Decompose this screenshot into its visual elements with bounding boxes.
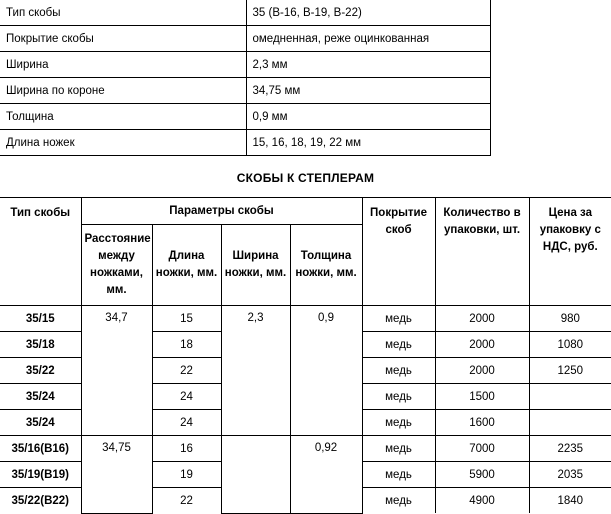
spec-label: Длина ножек bbox=[0, 130, 246, 156]
spec-value: 0,9 мм bbox=[246, 104, 490, 130]
header-distance: Расстояние между ножками, мм. bbox=[81, 225, 152, 306]
length-cell: 18 bbox=[152, 332, 221, 358]
thickness-cell: 0,9 bbox=[290, 306, 362, 436]
length-cell: 24 bbox=[152, 410, 221, 436]
width-cell: 2,3 bbox=[221, 306, 290, 436]
spec-row bbox=[0, 104, 490, 130]
type-cell: 35/18 bbox=[0, 332, 81, 358]
thickness-cell: 0,92 bbox=[290, 436, 362, 514]
coating-cell: медь bbox=[362, 384, 435, 410]
spec-label: Тип скобы bbox=[0, 0, 246, 26]
coating-cell: медь bbox=[362, 488, 435, 514]
price-cell: 2235 bbox=[529, 436, 611, 462]
spec-row bbox=[0, 130, 490, 156]
spec-label: Ширина bbox=[0, 52, 246, 78]
header-leg-length: Длина ножки, мм. bbox=[152, 225, 221, 306]
type-cell: 35/22 bbox=[0, 358, 81, 384]
width-cell-empty bbox=[221, 436, 290, 514]
distance-cell: 34,7 bbox=[81, 306, 152, 436]
table-row bbox=[0, 306, 611, 332]
price-cell: 1080 bbox=[529, 332, 611, 358]
header-quantity: Количество в упаковки, шт. bbox=[435, 198, 529, 306]
spec-row bbox=[0, 78, 490, 104]
spec-row bbox=[0, 52, 490, 78]
length-cell: 19 bbox=[152, 462, 221, 488]
spec-label: Толщина bbox=[0, 104, 246, 130]
spec-value: 2,3 мм bbox=[246, 52, 490, 78]
spec-value: 35 (B-16, B-19, B-22) bbox=[246, 0, 490, 26]
qty-cell: 1600 bbox=[435, 410, 529, 436]
coating-cell: медь bbox=[362, 332, 435, 358]
length-cell: 16 bbox=[152, 436, 221, 462]
header-params: Параметры скобы bbox=[81, 198, 362, 225]
qty-cell: 7000 bbox=[435, 436, 529, 462]
spec-row bbox=[0, 0, 490, 26]
qty-cell: 2000 bbox=[435, 358, 529, 384]
qty-cell: 4900 bbox=[435, 488, 529, 514]
header-price: Цена за упаковку с НДС, руб. bbox=[529, 198, 611, 306]
price-cell: 980 bbox=[529, 306, 611, 332]
type-cell: 35/19(B19) bbox=[0, 462, 81, 488]
price-cell: 2035 bbox=[529, 462, 611, 488]
type-cell: 35/15 bbox=[0, 306, 81, 332]
qty-cell: 5900 bbox=[435, 462, 529, 488]
qty-cell: 2000 bbox=[435, 332, 529, 358]
spec-value: 34,75 мм bbox=[246, 78, 490, 104]
price-cell: 1250 bbox=[529, 358, 611, 384]
coating-cell: медь bbox=[362, 306, 435, 332]
spec-value: омедненная, реже оцинкованная bbox=[246, 26, 490, 52]
coating-cell: медь bbox=[362, 462, 435, 488]
price-cell bbox=[529, 410, 611, 436]
header-type: Тип скобы bbox=[0, 198, 81, 306]
price-cell bbox=[529, 384, 611, 410]
section-title: СКОБЫ К СТЕПЛЕРАМ bbox=[236, 171, 375, 185]
staples-table bbox=[0, 197, 611, 514]
type-cell: 35/16(B16) bbox=[0, 436, 81, 462]
distance-cell: 34,75 bbox=[81, 436, 152, 514]
length-cell: 22 bbox=[152, 358, 221, 384]
length-cell: 24 bbox=[152, 384, 221, 410]
type-cell: 35/22(B22) bbox=[0, 488, 81, 514]
length-cell: 15 bbox=[152, 306, 221, 332]
spec-table bbox=[0, 0, 491, 156]
coating-cell: медь bbox=[362, 410, 435, 436]
spec-label: Покрытие скобы bbox=[0, 26, 246, 52]
header-coating: Покрытие скоб bbox=[362, 198, 435, 306]
spec-row bbox=[0, 26, 490, 52]
type-cell: 35/24 bbox=[0, 410, 81, 436]
length-cell: 22 bbox=[152, 488, 221, 514]
header-leg-width: Ширина ножки, мм. bbox=[221, 225, 290, 306]
spec-label: Ширина по короне bbox=[0, 78, 246, 104]
price-cell: 1840 bbox=[529, 488, 611, 514]
type-cell: 35/24 bbox=[0, 384, 81, 410]
qty-cell: 1500 bbox=[435, 384, 529, 410]
coating-cell: медь bbox=[362, 358, 435, 384]
coating-cell: медь bbox=[362, 436, 435, 462]
header-thickness: Толщина ножки, мм. bbox=[290, 225, 362, 306]
qty-cell: 2000 bbox=[435, 306, 529, 332]
spec-value: 15, 16, 18, 19, 22 мм bbox=[246, 130, 490, 156]
table-row bbox=[0, 436, 611, 462]
